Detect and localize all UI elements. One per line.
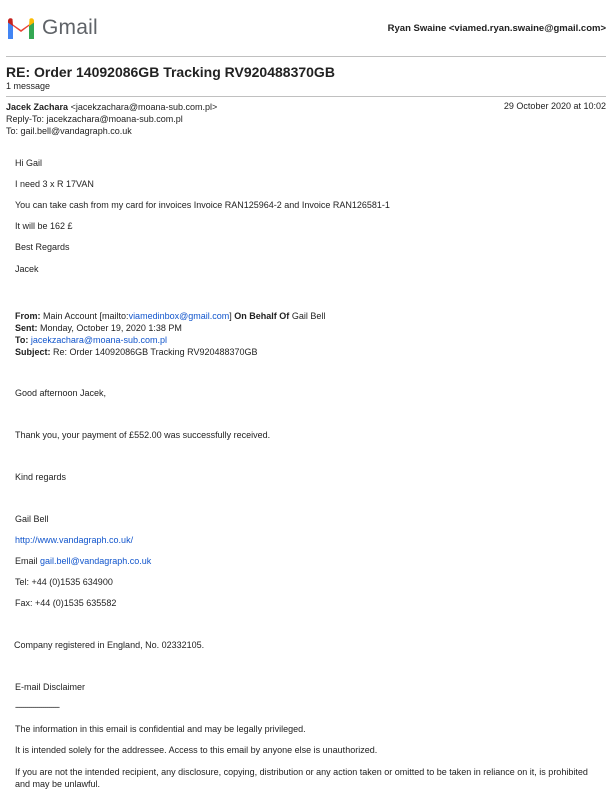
- fwd-sent-label: Sent:: [15, 323, 38, 333]
- sender-email: <jacekzachara@moana-sub.com.pl>: [70, 102, 218, 112]
- thread-subject: RE: Order 14092086GB Tracking RV920488370GB: [6, 64, 335, 80]
- body-signature: Jacek: [15, 264, 39, 274]
- body-greeting: Hi Gail: [15, 158, 43, 168]
- company-line: Company registered in England, No. 02332105.: [14, 640, 205, 650]
- subject-divider: [6, 96, 606, 97]
- fwd-from-post: ]: [229, 311, 232, 321]
- disclaimer-text-1: The information in this email is confidential and may be legally privileged.: [15, 724, 306, 734]
- fwd-subject-value: Re: Order 14092086GB Tracking RV920488370GB: [53, 347, 258, 357]
- fwd-behalf-label: On Behalf Of: [234, 311, 290, 321]
- email-line: [15, 556, 151, 566]
- account-label: Ryan Swaine <viamed.ryan.swaine@gmail.com>: [387, 23, 606, 34]
- gmail-m-icon: [6, 17, 36, 39]
- fwd-from-label: From:: [15, 311, 41, 321]
- disclaimer-title: E-mail Disclaimer: [15, 682, 86, 692]
- disclaimer-text-2: It is intended solely for the addressee. Access to this email by anyone else is unauthorized.: [15, 745, 378, 755]
- tel-line: Tel: +44 (0)1535 634900: [15, 577, 113, 587]
- body-line-3: It will be 162 £: [15, 221, 73, 231]
- quoted-name: Gail Bell: [15, 514, 49, 524]
- fwd-sent-line: [15, 322, 325, 334]
- website-link[interactable]: http://www.vandagraph.co.uk/: [15, 535, 134, 545]
- header-divider: [6, 56, 606, 57]
- body-regards: Best Regards: [15, 242, 70, 252]
- sender-line: [6, 101, 217, 113]
- gmail-wordmark: Gmail: [42, 16, 98, 39]
- fwd-sent-value: Monday, October 19, 2020 1:38 PM: [40, 323, 182, 333]
- disclaimer-text-3: If you are not the intended recipient, any disclosure, copying, distribution or any action taken or omitted to be taken in reliance on it, is prohibited and may be unlawful.: [15, 767, 588, 789]
- fwd-to-link[interactable]: jacekzachara@moana-sub.com.pl: [30, 335, 168, 345]
- sender-name: Jacek Zachara: [6, 102, 69, 112]
- fwd-behalf-value: Gail Bell: [291, 311, 326, 321]
- fwd-to-line: [15, 334, 325, 346]
- disclaimer-rule: ----------------------: [15, 702, 59, 712]
- fwd-subject-line: [15, 346, 325, 358]
- forwarded-header: [15, 310, 325, 358]
- message-meta: [6, 101, 217, 137]
- message-date: 29 October 2020 at 10:02: [503, 101, 606, 111]
- fax-line: Fax: +44 (0)1535 635582: [15, 598, 117, 608]
- gmail-logo: [6, 15, 98, 41]
- fwd-from-line: [15, 310, 325, 322]
- quoted-greeting: Good afternoon Jacek,: [15, 388, 107, 398]
- quoted-thanks: Thank you, your payment of £552.00 was successfully received.: [15, 430, 271, 440]
- to-line: To: gail.bell@vandagraph.co.uk: [6, 126, 132, 136]
- reply-to-line: Reply-To: jacekzachara@moana-sub.com.pl: [6, 114, 183, 124]
- fwd-to-label: To:: [15, 335, 29, 345]
- body-line-2: You can take cash from my card for invoices Invoice RAN125964-2 and Invoice RAN126581-1: [15, 200, 390, 210]
- fwd-from-pre: Main Account [mailto:: [43, 311, 129, 321]
- quoted-kind-regards: Kind regards: [15, 472, 67, 482]
- fwd-from-link[interactable]: viamedinbox@gmail.com: [128, 311, 230, 321]
- email-label: Email: [15, 556, 38, 566]
- email-link[interactable]: gail.bell@vandagraph.co.uk: [40, 556, 152, 566]
- message-count: 1 message: [6, 81, 51, 91]
- body-line-1: I need 3 x R 17VAN: [15, 179, 94, 189]
- fwd-subject-label: Subject:: [15, 347, 51, 357]
